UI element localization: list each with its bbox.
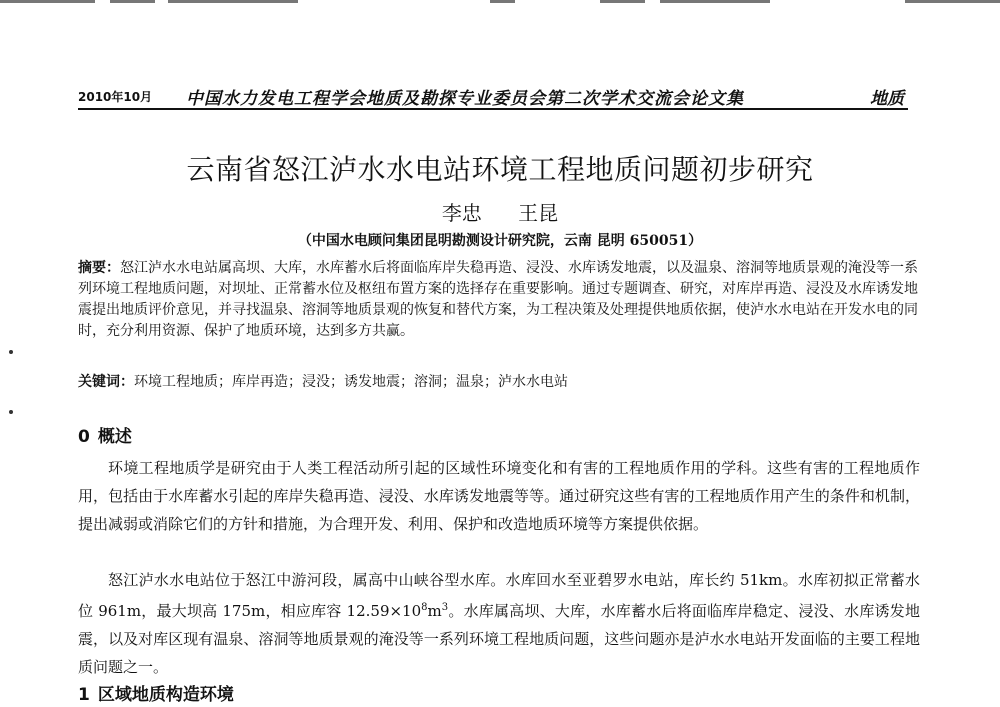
keywords-text: 环境工程地质；库岸再造；浸没；诱发地震；溶洞；温泉；泸水水电站 [134,374,568,390]
paper-title: 云南省怒江泸水水电站环境工程地质问题初步研究 [186,153,814,186]
body-paragraph-2 [78,566,920,681]
section-number: 0 [78,427,90,447]
abstract-label: 摘要： [78,260,120,276]
header-proceedings-title: 中国水力发电工程学会地质及勘探专业委员会第二次学术交流会论文集 [186,89,744,109]
section-number: 1 [78,685,90,705]
keywords [78,372,918,393]
unit-text: m [427,602,442,620]
superscript-exponent: 3 [441,602,449,613]
paragraph-text: 。水库属高坝、大库，水库蓄水后将面临库岸稳定、浸没、水库诱发地震，以及对库区现有温泉、溶洞等地质景观的淹没等一系列环境工程地质问题，这些问题亦是泸水水电站开发面临的主要工程地质问题之一。 [78,602,920,676]
body-paragraph-1: 环境工程地质学是研究由于人类工程活动所引起的区域性环境变化和有害的工程地质作用的学科。这些有害的工程地质作用，包括由于水库蓄水引起的库岸失稳再造、浸没、水库诱发地震等等。通过研究这些有害的工程地质作用产生的条件和机制，提出减弱或消除它们的方针和措施，为合理开发、利用、保护和改造地质环境等方案提供依据。 [78,459,920,533]
header-date: 2010年10月 [78,90,153,104]
keywords-label: 关键词： [78,374,134,390]
scan-edge-marks [0,0,1000,10]
section-heading-overview [78,422,132,447]
header-section-label: 地质 [870,89,904,109]
paper-authors: 李忠 王昆 [441,201,559,225]
scan-margin-marks [0,0,40,707]
abstract [78,258,918,342]
superscript-exponent: 8 [421,602,428,613]
section-heading-regional-geology [78,680,234,705]
paragraph-text: 怒江泸水水电站位于怒江中游河段，属高中山峡谷型水库。水库回水至亚碧罗水电站，库长约 51km。水库初拟正常蓄水位 961m，最大坝高 175m，相应库容 12.59×10 [78,571,920,620]
paper-affiliation: （中国水电顾问集团昆明勘测设计研究院，云南 昆明 650051） [297,233,703,249]
abstract-text: 怒江泸水水电站属高坝、大库，水库蓄水后将面临库岸失稳再造、浸没、水库诱发地震，以及温泉、溶洞等地质景观的淹没等一系列环境工程地质问题，对坝址、正常蓄水位及枢纽布置方案的选择存在重要影响。通过专题调查、研究，对库岸再造、浸没及水库诱发地震提出地质评价意见，并寻找温泉、溶洞等地质景观的恢复和替代方案，为工程决策及处理提供地质依据，使泸水水电站在开发水电的同时，充分利用资源、保护了地质环境，达到多方共赢。 [78,260,918,339]
running-header [78,84,908,110]
section-title: 区域地质构造环境 [97,685,234,705]
section-title: 概述 [97,427,132,447]
